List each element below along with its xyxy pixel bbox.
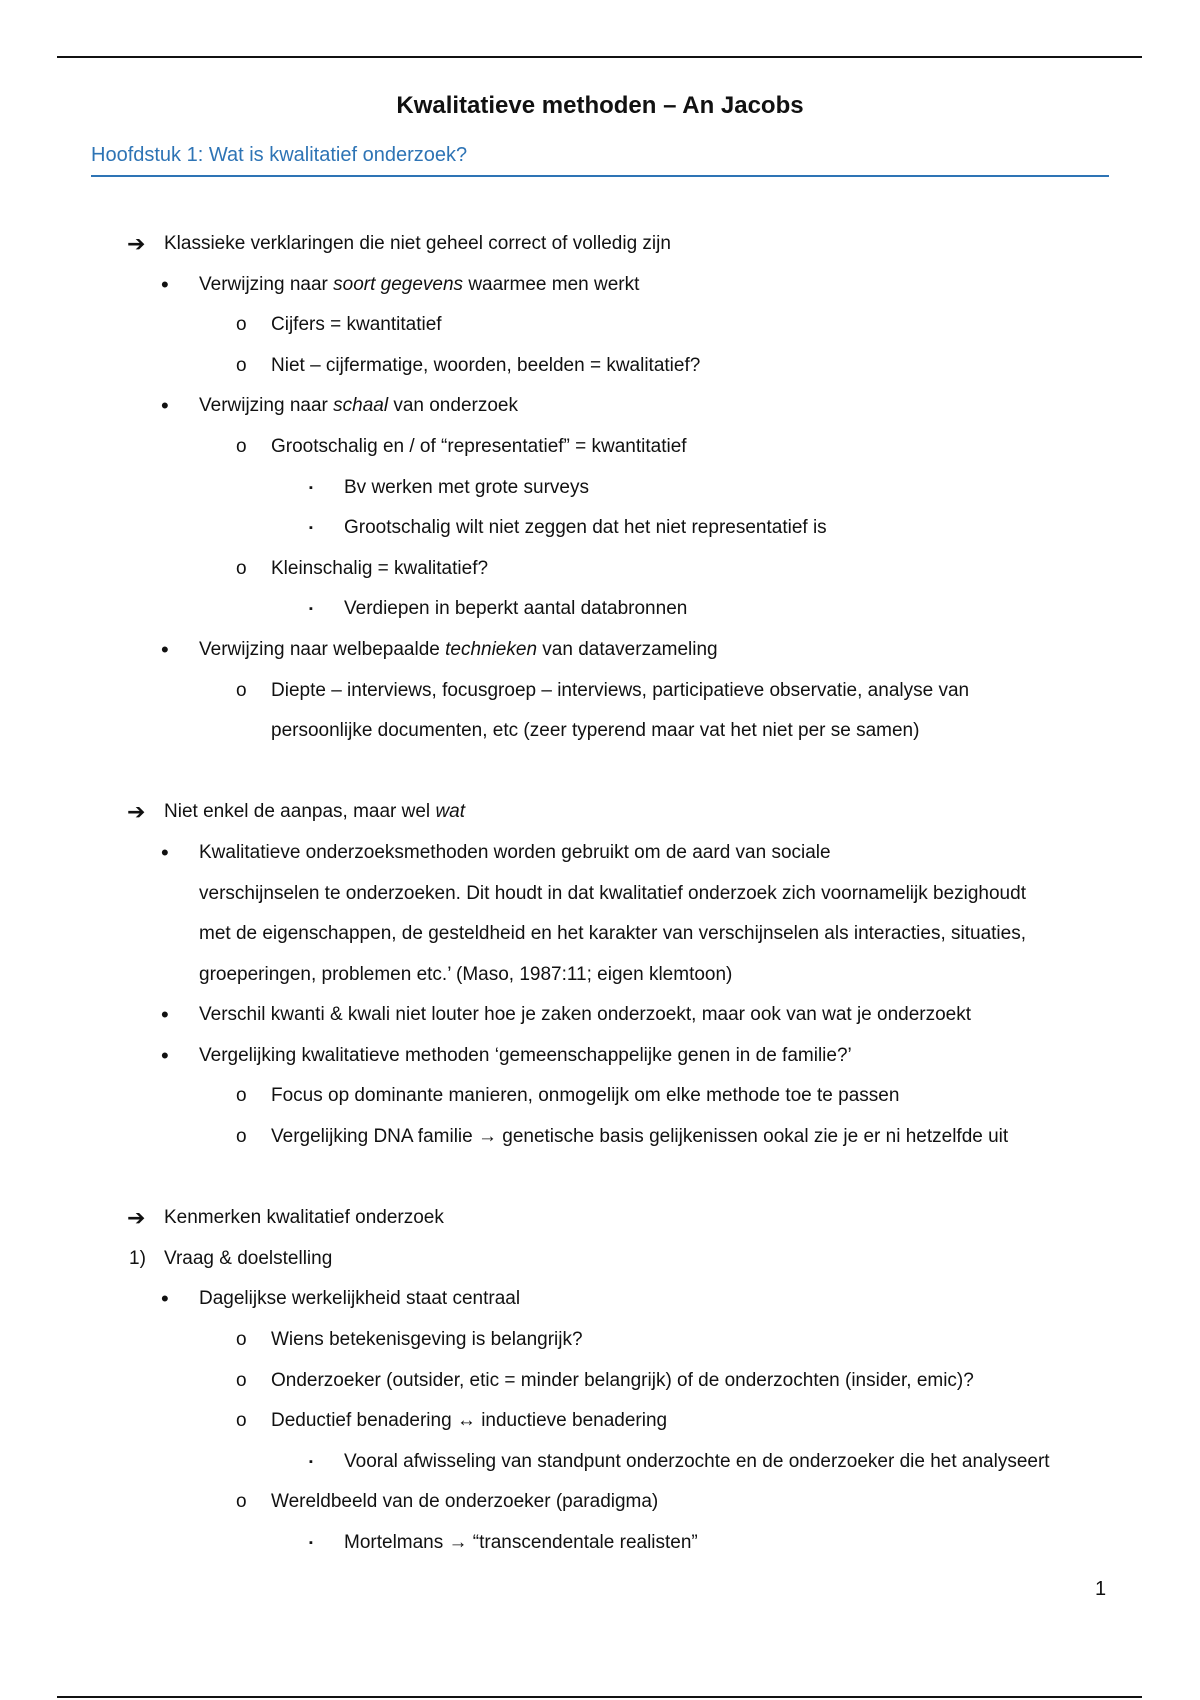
list-number: 1) <box>129 1247 146 1269</box>
list-item <box>0 1523 1200 1564</box>
list-item <box>0 427 1200 468</box>
list-item <box>0 1401 1200 1442</box>
bullet-icon: • <box>161 1002 169 1028</box>
bullet-icon: • <box>161 393 169 419</box>
top-rule <box>57 56 1142 58</box>
square-bullet-icon: ▪ <box>309 1537 313 1549</box>
list-item <box>0 386 1200 427</box>
list-item <box>0 468 1200 509</box>
circle-bullet-icon: o <box>236 1085 247 1107</box>
circle-bullet-icon: o <box>236 314 247 336</box>
circle-bullet-icon: o <box>236 354 247 376</box>
bullet-icon: • <box>161 839 169 865</box>
arrow-icon: ➔ <box>127 1205 146 1231</box>
bullet-icon: • <box>161 271 169 297</box>
list-item-text: Verdiepen in beperkt aantal databronnen <box>344 598 688 620</box>
list-item <box>0 346 1200 387</box>
bullet-icon: • <box>161 1286 169 1312</box>
circle-bullet-icon: o <box>236 1369 247 1391</box>
list-item-text: groeperingen, problemen etc.’ (Maso, 1987:11; eigen klemtoon) <box>199 963 733 985</box>
circle-bullet-icon: o <box>236 1329 247 1351</box>
list-item-text: Dagelijkse werkelijkheid staat centraal <box>199 1288 521 1310</box>
square-bullet-icon: ▪ <box>309 603 313 616</box>
list-item <box>0 671 1200 712</box>
list-item <box>0 833 1200 874</box>
square-bullet-icon: ▪ <box>309 522 313 535</box>
circle-bullet-icon: o <box>236 1410 247 1432</box>
list-item <box>0 630 1200 671</box>
list-item <box>0 1482 1200 1523</box>
list-item-text: verschijnselen te onderzoeken. Dit houdt in dat kwalitatief onderzoek zich voornamelijk bezighoudt <box>199 882 1026 904</box>
list-item-text: Kleinschalig = kwalitatief? <box>271 557 489 579</box>
list-item <box>0 1239 1200 1280</box>
circle-bullet-icon: o <box>236 1491 247 1513</box>
list-item-text: Verwijzing naar schaal van onderzoek <box>199 395 518 417</box>
circle-bullet-icon: o <box>236 1126 247 1148</box>
list-item-text: Vergelijking kwalitatieve methoden ‘gemeenschappelijke genen in de familie?’ <box>199 1044 852 1066</box>
list-item-continuation <box>0 711 1200 752</box>
list-item-text: Bv werken met grote surveys <box>344 476 589 498</box>
section-heading: Kenmerken kwalitatief onderzoek <box>164 1207 444 1229</box>
list-item-text: Wereldbeeld van de onderzoeker (paradigma) <box>271 1491 659 1513</box>
list-item-text: Mortelmans → “transcendentale realisten” <box>344 1532 698 1553</box>
list-item-text: Vooral afwisseling van standpunt onderzochte en de onderzoeker die het analyseert <box>344 1450 1050 1472</box>
bottom-rule <box>57 1696 1142 1698</box>
list-item-text: Deductief benadering ↔ inductieve benadering <box>271 1410 668 1432</box>
list-item <box>0 1361 1200 1402</box>
list-item <box>0 589 1200 630</box>
document-title: Kwalitatieve methoden – An Jacobs <box>396 92 804 119</box>
section-heading: Klassieke verklaringen die niet geheel correct of volledig zijn <box>164 233 671 254</box>
list-item-text: Grootschalig en / of “representatief” = kwantitatief <box>271 435 687 457</box>
circle-bullet-icon: o <box>236 679 247 701</box>
circle-bullet-icon: o <box>236 435 247 457</box>
list-item-text: Verschil kwanti & kwali niet louter hoe je zaken onderzoekt, maar ook van wat je onderzoekt <box>199 1004 972 1026</box>
list-item-text: Wiens betekenisgeving is belangrijk? <box>271 1329 583 1351</box>
list-item-continuation <box>0 914 1200 955</box>
list-item <box>0 508 1200 549</box>
list-item <box>0 1320 1200 1361</box>
document-body <box>0 224 1200 1564</box>
list-item <box>0 305 1200 346</box>
list-item-text: Onderzoeker (outsider, etic = minder belangrijk) of de onderzochten (insider, emic)? <box>271 1369 974 1391</box>
list-item-text: Verwijzing naar soort gegevens waarmee men werkt <box>199 273 640 295</box>
list-item-continuation <box>0 955 1200 996</box>
arrow-icon: ➔ <box>127 799 146 825</box>
arrow-icon: ➔ <box>127 231 146 256</box>
chapter-heading: Hoofdstuk 1: Wat is kwalitatief onderzoek? <box>91 144 1109 177</box>
list-item <box>0 1076 1200 1117</box>
list-item-text: persoonlijke documenten, etc (zeer typerend maar vat het niet per se samen) <box>271 720 920 742</box>
list-item-continuation <box>0 874 1200 915</box>
page-number: 1 <box>1095 1578 1107 1600</box>
list-item-text: Verwijzing naar welbepaalde technieken van dataverzameling <box>199 638 718 660</box>
list-item-text: Diepte – interviews, focusgroep – interviews, participatieve observatie, analyse van <box>271 679 970 701</box>
bullet-icon: • <box>161 1042 169 1068</box>
list-item-text: met de eigenschappen, de gesteldheid en het karakter van verschijnselen als interacties, situaties, <box>199 923 1026 945</box>
bullet-icon: • <box>161 636 169 662</box>
list-item <box>0 549 1200 590</box>
list-item <box>0 1442 1200 1483</box>
section-heading: Niet enkel de aanpas, maar wel wat <box>164 801 466 823</box>
list-item-text: Niet – cijfermatige, woorden, beelden = kwalitatief? <box>271 354 701 376</box>
spacer <box>0 1158 1200 1199</box>
list-item <box>0 1279 1200 1320</box>
spacer <box>0 752 1200 793</box>
list-item <box>0 1117 1200 1158</box>
list-item-text: Focus op dominante manieren, onmogelijk om elke methode toe te passen <box>271 1085 900 1107</box>
list-item-text: Vraag & doelstelling <box>164 1247 333 1269</box>
list-item <box>0 265 1200 306</box>
list-item-text: Kwalitatieve onderzoeksmethoden worden gebruikt om de aard van sociale <box>199 841 831 863</box>
list-item <box>0 224 1200 265</box>
list-item <box>0 792 1200 833</box>
square-bullet-icon: ▪ <box>309 1455 313 1468</box>
list-item-text: Cijfers = kwantitatief <box>271 314 442 336</box>
list-item <box>0 995 1200 1036</box>
list-item <box>0 1198 1200 1239</box>
circle-bullet-icon: o <box>236 557 247 579</box>
square-bullet-icon: ▪ <box>309 481 313 494</box>
list-item <box>0 1036 1200 1077</box>
list-item-text: Grootschalig wilt niet zeggen dat het niet representatief is <box>344 517 827 539</box>
list-item-text: Vergelijking DNA familie → genetische basis gelijkenissen ookal zie je er ni hetzelfde uit <box>271 1126 1009 1148</box>
